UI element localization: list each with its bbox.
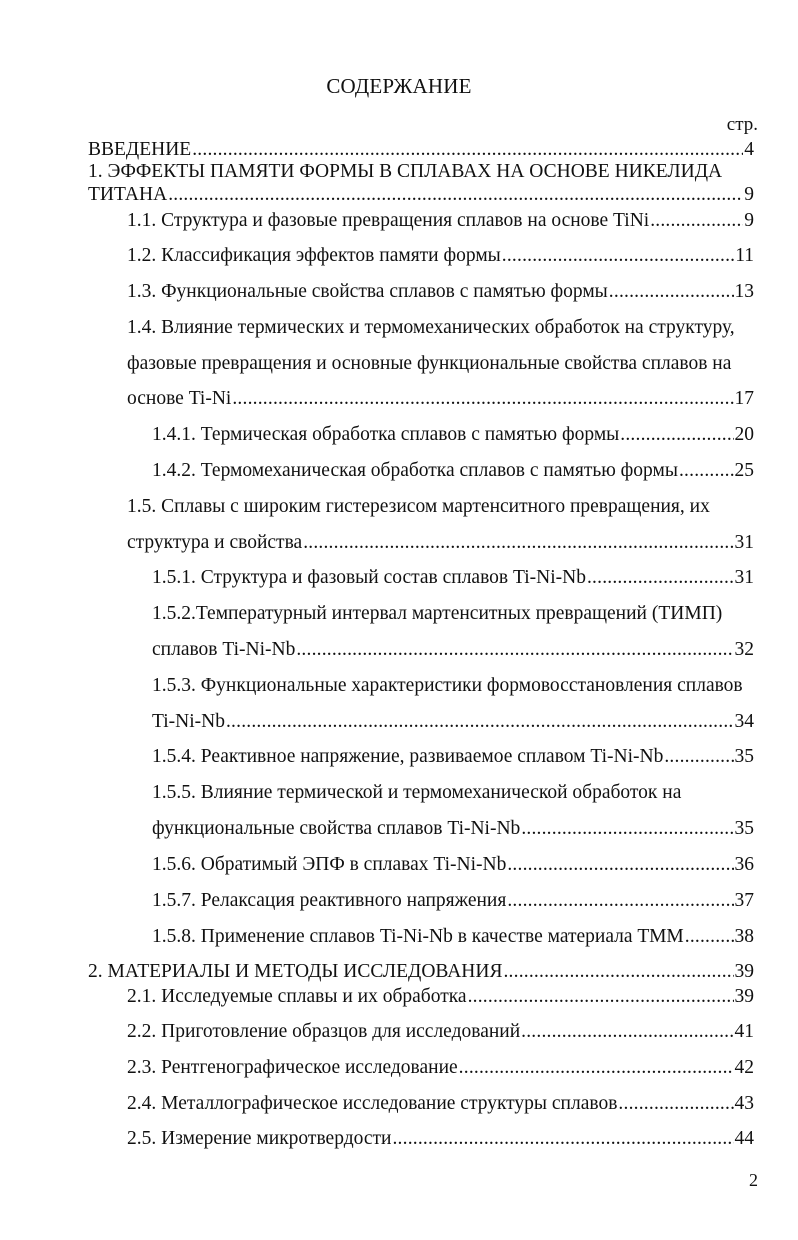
toc-entry-page: 42 (734, 1057, 754, 1078)
toc-entry (88, 138, 754, 162)
leader-dots (685, 925, 734, 949)
page-title: СОДЕРЖАНИЕ (326, 74, 472, 98)
toc-entry-page: 41 (734, 1021, 754, 1042)
toc-entry-title: 1.4.1. Термическая обработка сплавов с памятью формы (152, 424, 620, 445)
leader-dots (521, 817, 733, 841)
toc-entry (127, 280, 754, 304)
toc-entry (127, 531, 754, 555)
toc-entry-line: фазовые превращения и основные функциональные свойства сплавов на (127, 353, 732, 374)
toc-entry (152, 817, 754, 841)
leader-dots (664, 745, 733, 769)
toc-entry (152, 638, 754, 662)
toc-entry-page: 37 (734, 890, 754, 911)
toc-entry-line: 1.5.2.Температурный интервал мартенситных превращений (ТИМП) (152, 603, 723, 624)
toc-entry-title: структура и свойства (127, 532, 303, 553)
leader-dots (303, 531, 733, 555)
toc-entry-title: 2.2. Приготовление образцов для исследований (127, 1021, 521, 1042)
leader-dots (168, 183, 743, 207)
toc-entry-page: 11 (735, 245, 754, 266)
toc-entry (127, 985, 754, 1009)
toc-entry-title: 1.5.6. Обратимый ЭПФ в сплавах Ti-Ni-Nb (152, 854, 507, 875)
toc-entry-page: 35 (734, 746, 754, 767)
leader-dots (468, 985, 734, 1009)
toc-entry-title: 1.5.1. Структура и фазовый состав сплавов Ti-Ni-Nb (152, 567, 586, 588)
page-column-label: стр. (726, 114, 758, 135)
toc-entry (152, 745, 754, 769)
toc-entry (127, 209, 754, 233)
toc-entry (152, 710, 754, 734)
toc-entry-page: 32 (734, 639, 754, 660)
leader-dots (650, 209, 743, 233)
leader-dots (507, 853, 733, 877)
toc-entry-title: 1.4.2. Термомеханическая обработка сплавов с памятью формы (152, 460, 678, 481)
toc-entry (152, 423, 754, 447)
toc-entry (127, 244, 754, 268)
toc-entry-page: 43 (734, 1093, 754, 1114)
toc-entry-line: 1. ЭФФЕКТЫ ПАМЯТИ ФОРМЫ В СПЛАВАХ НА ОСНОВЕ НИКЕЛИДА (88, 161, 723, 182)
toc-entry-title: 2.4. Металлографическое исследование структуры сплавов (127, 1093, 618, 1114)
leader-dots (507, 889, 733, 913)
toc-entry-page: 9 (744, 184, 754, 205)
toc-entry (152, 925, 754, 949)
toc-entry-page: 13 (734, 281, 754, 302)
toc-entry (152, 459, 754, 483)
toc-entry (127, 1020, 754, 1044)
leader-dots (620, 423, 733, 447)
toc-entry-title: Ti-Ni-Nb (152, 711, 225, 732)
toc-entry-title: 1.5.7. Релаксация реактивного напряжения (152, 890, 507, 911)
toc-entry-title: 1.5.4. Реактивное напряжение, развиваемое сплавом Ti-Ni-Nb (152, 746, 664, 767)
toc-entry-title: 2.1. Исследуемые сплавы и их обработка (127, 986, 467, 1007)
toc-entry-page: 20 (734, 424, 754, 445)
toc-entry-title: 2.3. Рентгенографическое исследование (127, 1057, 458, 1078)
leader-dots (587, 566, 734, 590)
toc-entry-page: 9 (744, 210, 754, 231)
toc-entry-line: 1.5. Сплавы с широким гистерезисом мартенситного превращения, их (127, 496, 710, 517)
toc-entry-page: 35 (734, 818, 754, 839)
toc-entry-title: 2.5. Измерение микротвердости (127, 1128, 392, 1149)
toc-entry-line: 1.5.3. Функциональные характеристики формовосстановления сплавов (152, 675, 743, 696)
toc-entry-page: 31 (734, 567, 754, 588)
toc-entry-page: 34 (734, 711, 754, 732)
toc-entry-line: 1.5.5. Влияние термической и термомеханической обработок на (152, 782, 682, 803)
toc-entry (152, 853, 754, 877)
leader-dots (521, 1020, 733, 1044)
leader-dots (296, 638, 733, 662)
toc-entry (127, 1127, 754, 1151)
toc-entry (88, 960, 754, 984)
toc-entry (127, 1056, 754, 1080)
toc-entry-title: 1.1. Структура и фазовые превращения сплавов на основе TiNi (127, 210, 650, 231)
toc-entry-title: 1.2. Классификация эффектов памяти формы (127, 245, 501, 266)
toc-entry-page: 4 (744, 139, 754, 160)
leader-dots (226, 710, 734, 734)
toc-entry-title: функциональные свойства сплавов Ti-Ni-Nb (152, 818, 521, 839)
toc-entry-page: 39 (734, 961, 754, 982)
toc-entry-title: основе Ti-Ni (127, 388, 232, 409)
toc-entry-title: ВВЕДЕНИЕ (88, 139, 192, 160)
toc-entry-page: 39 (734, 986, 754, 1007)
toc-entry (127, 387, 754, 411)
leader-dots (503, 960, 733, 984)
leader-dots (392, 1127, 733, 1151)
toc-entry (127, 1092, 754, 1116)
leader-dots (459, 1056, 734, 1080)
toc-entry-title: 1.5.8. Применение сплавов Ti-Ni-Nb в качестве материала ТММ (152, 926, 684, 947)
toc-entry (152, 566, 754, 590)
toc-entry (88, 183, 754, 207)
toc-entry-page: 25 (734, 460, 754, 481)
toc-entry-line: 1.4. Влияние термических и термомеханических обработок на структуру, (127, 317, 735, 338)
toc-entry-page: 36 (734, 854, 754, 875)
leader-dots (232, 387, 733, 411)
leader-dots (609, 280, 734, 304)
toc-entry-title: сплавов Ti-Ni-Nb (152, 639, 296, 660)
toc-entry-page: 31 (734, 532, 754, 553)
leader-dots (679, 459, 734, 483)
toc-entry-title: 2. МАТЕРИАЛЫ И МЕТОДЫ ИССЛЕДОВАНИЯ (88, 961, 503, 982)
leader-dots (192, 138, 743, 162)
page-number: 2 (749, 1170, 758, 1190)
toc-entry-page: 44 (734, 1128, 754, 1149)
toc-entry (152, 889, 754, 913)
toc-entry-title: ТИТАНА (88, 184, 168, 205)
toc-entry-page: 38 (734, 926, 754, 947)
leader-dots (618, 1092, 733, 1116)
toc-entry-title: 1.3. Функциональные свойства сплавов с памятью формы (127, 281, 608, 302)
leader-dots (502, 244, 734, 268)
toc-entry-page: 17 (734, 388, 754, 409)
